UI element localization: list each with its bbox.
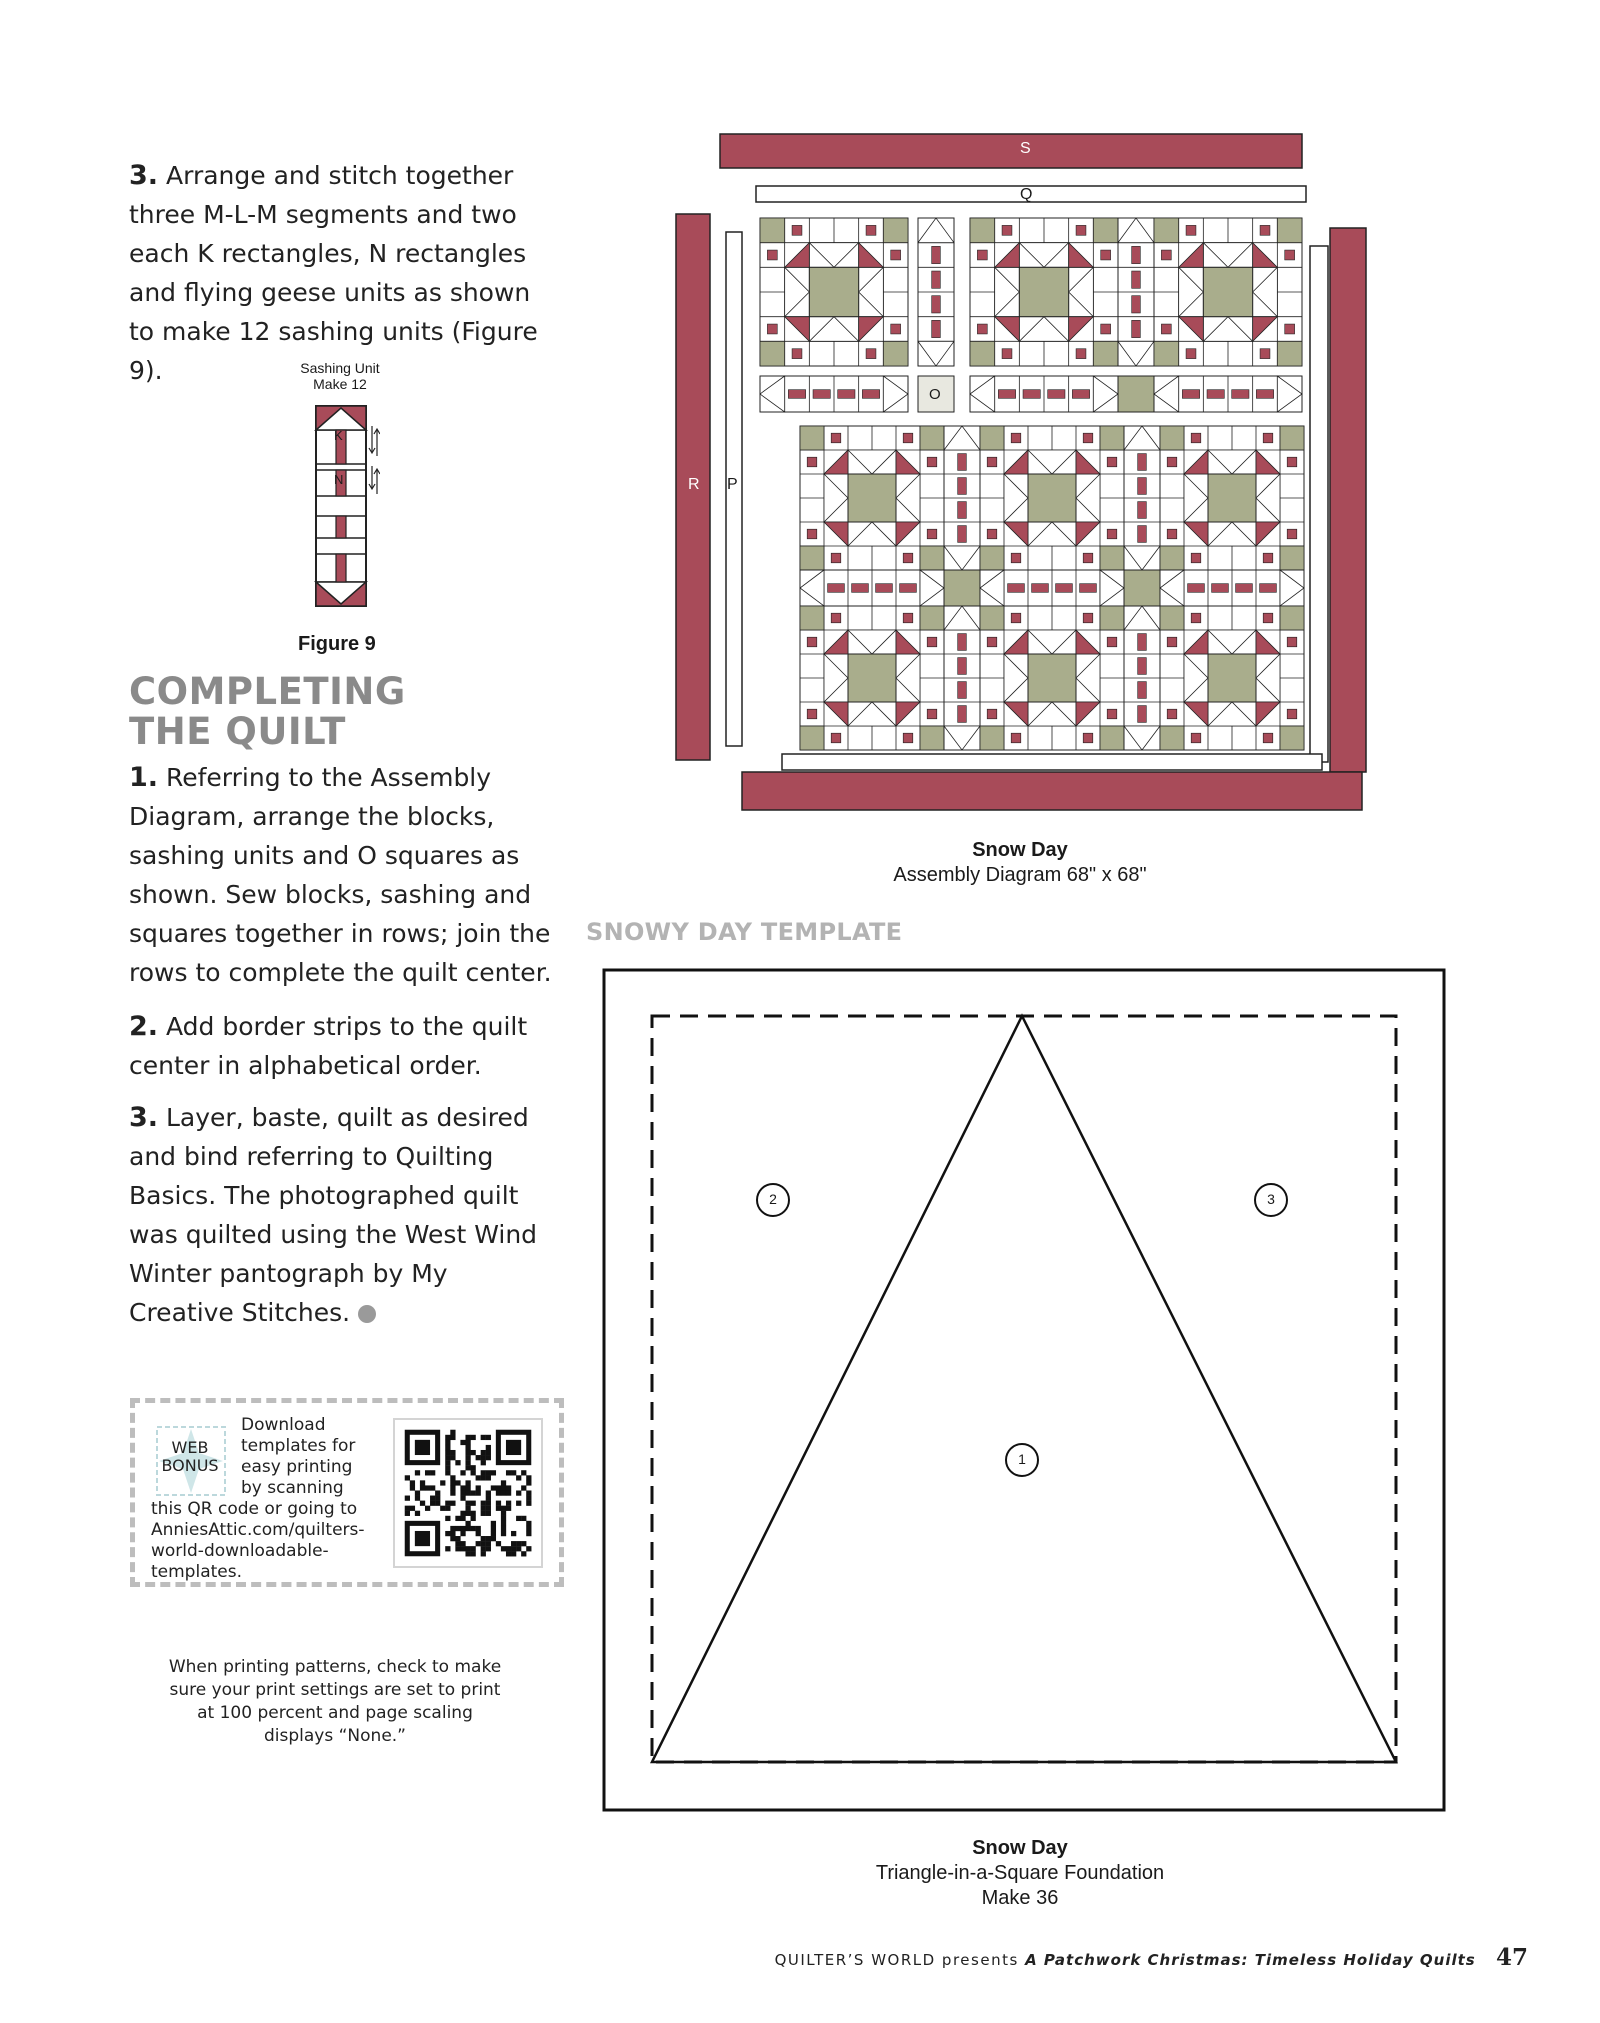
sashing-unit-vertical — [1124, 606, 1160, 750]
o-square — [1124, 570, 1160, 606]
piece-1-label: 1 — [1018, 1451, 1026, 1467]
border-q-right — [1310, 246, 1328, 762]
heading-line2: THE QUILT — [129, 710, 346, 753]
template-subtitle: Triangle-in-a-Square Foundation — [875, 1862, 1165, 1884]
badge-line2: BONUS — [161, 1456, 219, 1475]
border-s-right — [1330, 228, 1366, 772]
label-s: S — [1020, 140, 1031, 157]
step-3-arrange — [129, 156, 559, 390]
label-r: R — [688, 476, 700, 493]
step-number: 1. — [129, 762, 159, 793]
step-text: Layer, baste, quilt as desired and bind referring to Quilting Basics. The photographed quilt was quilted using the West Wind Winter pantograph by My Creative Stitches. — [129, 1103, 538, 1327]
sashing-unit-horizontal — [800, 570, 944, 606]
bonus-line: this QR code or going to — [151, 1499, 358, 1519]
star-block — [1160, 426, 1304, 570]
bonus-line: templates for — [241, 1436, 356, 1456]
label-q: Q — [1020, 186, 1033, 203]
web-bonus-box — [130, 1398, 564, 1587]
o-square — [1118, 376, 1154, 412]
figure9-caption — [280, 360, 400, 392]
step-text: Arrange and stitch together three M-L-M segments and two each K rectangles, N rectangles and flying geese units as shown to make 12 sashing units (Figure 9). — [129, 161, 538, 385]
label-o: O — [929, 386, 941, 403]
sashing-unit-horizontal — [980, 570, 1124, 606]
bonus-line: AnniesAttic.com/quilters- — [151, 1520, 365, 1540]
star-block — [1154, 218, 1302, 366]
template-make: Make 36 — [981, 1887, 1059, 1909]
step-number: 2. — [129, 1011, 159, 1042]
border-r-bottom — [742, 772, 1362, 810]
step-number: 3. — [129, 160, 159, 191]
star-block — [970, 218, 1118, 366]
sashing-unit-horizontal — [1154, 376, 1302, 412]
completing-step-1 — [129, 758, 559, 992]
sashing-unit-figure — [310, 404, 380, 610]
bonus-line: by scanning — [241, 1478, 344, 1498]
page-footer — [775, 1944, 1528, 1971]
figure9-title: Figure 9 — [298, 633, 376, 655]
template-title: Snow Day — [972, 1837, 1068, 1859]
assembly-diagram — [670, 130, 1380, 820]
footer-book-title: A Patchwork Christmas: Timeless Holiday Quilts — [1025, 1951, 1476, 1969]
sashing-unit-horizontal — [970, 376, 1118, 412]
star-block — [800, 426, 944, 570]
triangle-template — [598, 964, 1452, 1818]
star-block — [980, 606, 1124, 750]
sashing-unit-horizontal — [1160, 570, 1304, 606]
o-square — [944, 570, 980, 606]
bonus-line: easy printing — [241, 1457, 353, 1477]
sashing-unit-vertical — [944, 426, 980, 570]
step-text: Referring to the Assembly Diagram, arrange the blocks, sashing units and O squares as shown. Sew blocks, sashing and squares together in rows; join the rows to complete the quilt center. — [129, 763, 552, 987]
assembly-caption — [830, 838, 1210, 888]
border-s — [720, 134, 1302, 168]
piece-3-label: 3 — [1267, 1191, 1275, 1207]
figure9-label-k: K — [334, 428, 343, 443]
footer-prefix: QUILTER’S WORLD presents — [774, 1951, 1019, 1969]
completing-step-3 — [129, 1098, 559, 1332]
star-block — [760, 218, 908, 366]
star-block — [980, 426, 1124, 570]
star-block — [800, 606, 944, 750]
template-heading: SNOWY DAY TEMPLATE — [586, 918, 903, 946]
bonus-line: Download — [241, 1415, 326, 1435]
sashing-unit-horizontal — [760, 376, 908, 412]
completing-heading — [129, 672, 406, 752]
print-note: When printing patterns, check to make sure your print settings are set to print at 100 percent and page scaling displays “None.” — [168, 1657, 502, 1746]
end-mark-icon — [358, 1305, 376, 1323]
bonus-line: world-downloadable- — [151, 1541, 329, 1561]
heading-line1: COMPLETING — [129, 670, 406, 713]
web-bonus-text-bottom — [151, 1499, 365, 1583]
sashing-unit-vertical — [944, 606, 980, 750]
step-text: Add border strips to the quilt center in alphabetical order. — [129, 1012, 528, 1080]
bonus-line: templates. — [151, 1562, 243, 1582]
sashing-unit-vertical — [1124, 426, 1160, 570]
completing-step-2 — [129, 1007, 559, 1085]
assembly-title: Snow Day — [972, 839, 1068, 861]
page-number: 47 — [1495, 1944, 1528, 1971]
web-bonus-text-top — [241, 1415, 355, 1499]
step-number: 3. — [129, 1102, 159, 1133]
assembly-subtitle: Assembly Diagram 68" x 68" — [893, 864, 1147, 886]
figure9-caption-line2: Make 12 — [313, 376, 367, 392]
figure9-caption-line1: Sashing Unit — [300, 360, 380, 376]
qr-code-icon[interactable] — [393, 1418, 543, 1568]
web-bonus-label — [155, 1439, 225, 1475]
sashing-unit-vertical — [1118, 218, 1154, 366]
label-p: P — [727, 476, 738, 493]
sashing-unit-vertical — [918, 218, 954, 366]
border-p-bottom — [782, 754, 1322, 770]
star-block — [1160, 606, 1304, 750]
template-caption — [830, 1836, 1210, 1911]
figure9-label-n: N — [334, 472, 344, 487]
badge-line1: WEB — [171, 1438, 209, 1457]
piece-2-label: 2 — [769, 1191, 777, 1207]
